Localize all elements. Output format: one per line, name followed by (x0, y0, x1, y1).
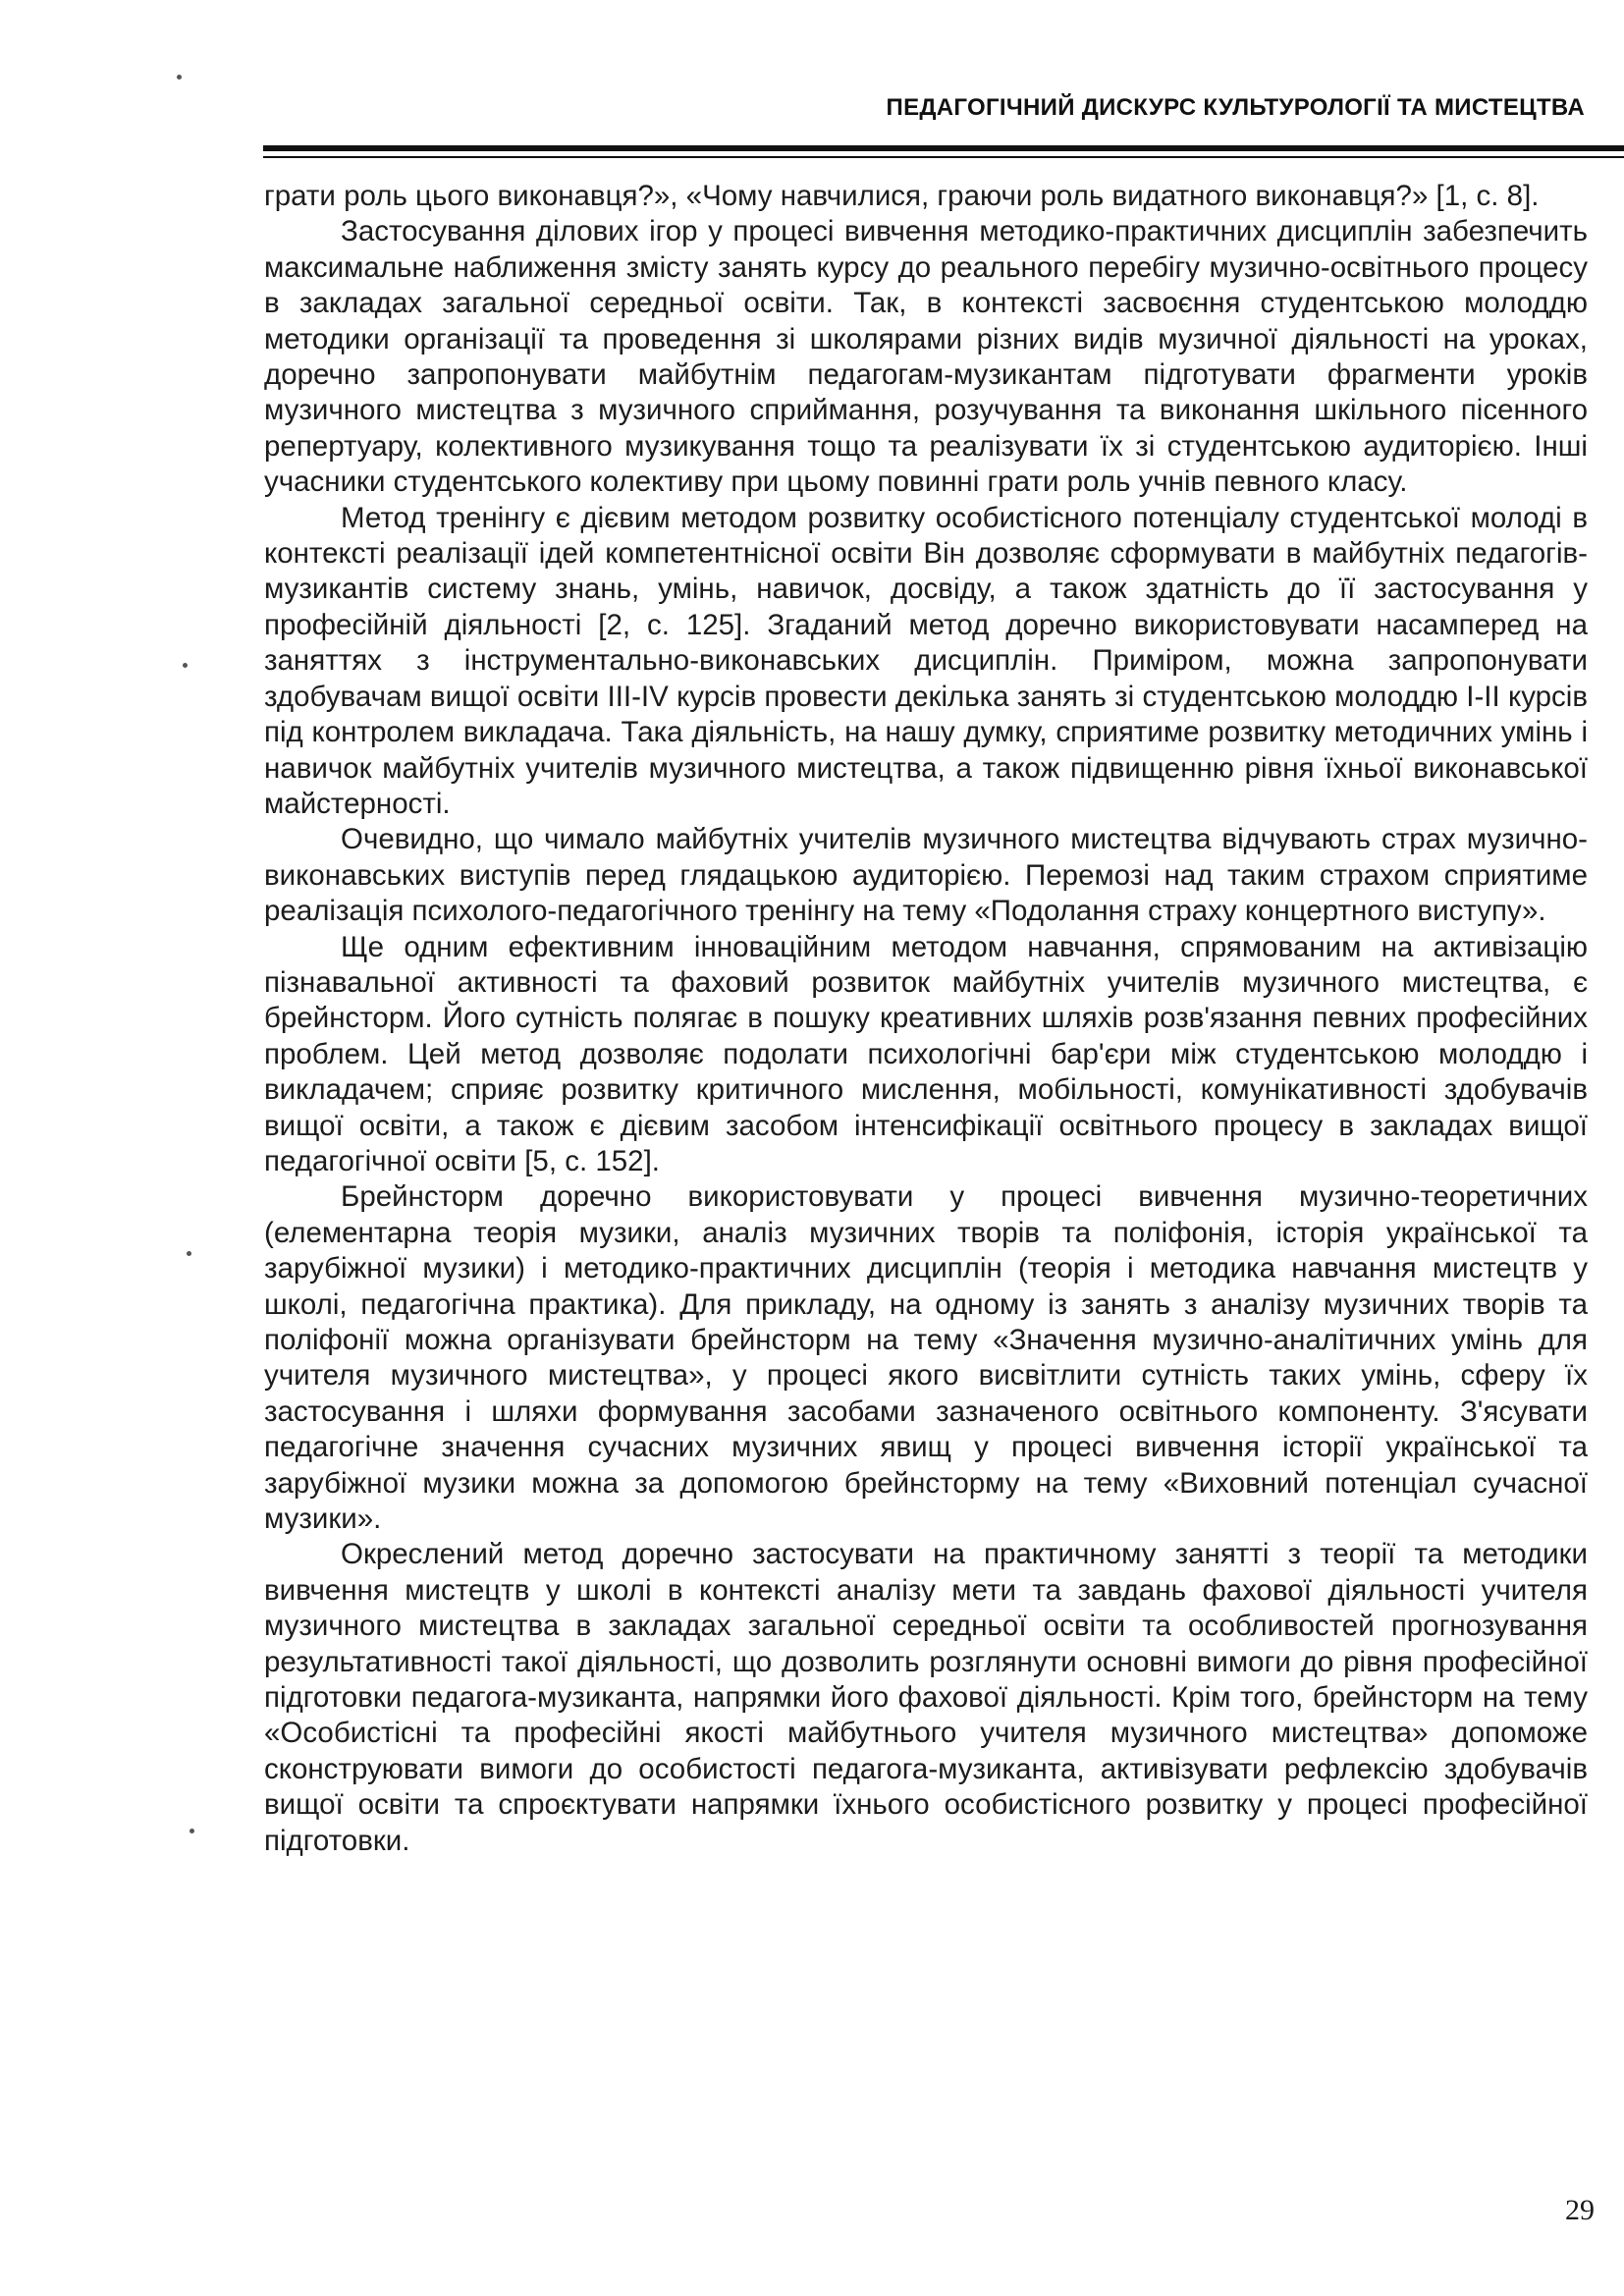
paragraph-brainstorm-practice: Окреслений метод доречно застосувати на практичному занятті з теорії та методики вивчення мистецтв у школі в контексті аналізу мети та завдань фахової діяльності учителя музичного мистецтва в закладах загальної середньої освіти та особливостей прогнозування результативності такої діяльності, що дозволить розглянути основні вимоги до рівня професійної підготовки педагога-музиканта, напрямки його фахової діяльності. Крім того, брейнсторм на тему «Особистісні та професійні якості майбутнього учителя музичного мистецтва» допоможе сконструювати вимоги до особистості педагога-музиканта, активізувати рефлексію здобувачів вищої освіти та спроєктувати напрямки їхнього особистісного розвитку у процесі професійної підготовки. (264, 1538, 1588, 1857)
scan-dot (177, 75, 182, 80)
paragraph-training-method: Метод тренінгу є дієвим методом розвитку особистісного потенціалу студентської молоді в контексті реалізації ідей компетентнісної освіти Він дозволяє сформувати в майбутніх педагогів-музикантів систему знань, умінь, навичок, досвіду, а також здатність до її застосування у професійній діяльності [2, с. 125]. Згаданий метод доречно використовувати насамперед на заняттях з інструментально-виконавських дисциплін. Приміром, можна запропонувати здобувачам вищої освіти III-IV курсів провести декілька занять зі студентською молоддю I-II курсів під контролем викладача. Така діяльність, на нашу думку, сприятиме розвитку методичних умінь і навичок майбутніх учителів музичного мистецтва, а також підвищенню рівня їхньої виконавської майстерності. (264, 501, 1588, 820)
scan-dot (183, 663, 188, 668)
paragraph-brainstorm: Ще одним ефективним інноваційним методом навчання, спрямованим на активізацію пізнавальної активності та фаховий розвиток майбутніх учителів музичного мистецтва, є брейнсторм. Його сутність полягає в пошуку креативних шляхів розв'язання певних професійних проблем. Цей метод дозволяє подолати психологічні бар'єри між студентською молоддю і викладачем; сприяє розвитку критичного мислення, мобільності, комунікативності здобувачів вищої освіти, а також є дієвим засобом інтенсифікації освітнього процесу в закладах вищої педагогічної освіти [5, с. 152]. (264, 930, 1588, 1177)
paragraph-brainstorm-usage: Брейнсторм доречно використовувати у процесі вивчення музично-теоретичних (елементарна теорія музики, аналіз музичних творів та поліфонія, історія української та зарубіжної музики) і методико-практичних дисциплін (теорія і методика навчання мистецтв у школі, педагогічна практика). Для прикладу, на одному із занять з аналізу музичних творів та поліфонії можна організувати брейнсторм на тему «Значення музично-аналітичних умінь для учителя музичного мистецтва», у процесі якого висвітлити сутність таких умінь, сферу їх застосування і шляхи формування засобами зазначеного освітнього компоненту. З'ясувати педагогічне значення сучасних музичних явищ у процесі вивчення історії української та зарубіжної музики можна за допомогою брейнсторму на тему «Виховний потенціал сучасної музики». (264, 1180, 1588, 1536)
page-number: 29 (1565, 2194, 1595, 2226)
scan-dot (187, 1251, 191, 1256)
paragraph-business-games: Застосування ділових ігор у процесі вивчення методико-практичних дисциплін забезпечить максимальне наближення змісту занять курсу до реального перебігу музично-освітнього процесу в закладах загальної середньої освіти. Так, в контексті засвоєння студентською молоддю методики організації та проведення зі школярами різних видів музичної діяльності на уроках, доречно запропонувати майбутнім педагогам-музикантам підготувати фрагменти уроків музичного мистецтва з музичного сприймання, розучування та виконання шкільного пісенного репертуару, колективного музикування тощо та реалізувати їх зі студентською аудиторією. Інші учасники студентського колективу при цьому повинні грати роль учнів певного класу. (264, 215, 1588, 499)
paragraph-continuation: грати роль цього виконавця?», «Чому навчилися, граючи роль видатного виконавця?» [1, с. 8]. (264, 180, 1540, 212)
header-rule-thin (263, 156, 1624, 158)
scan-dot (189, 1829, 194, 1833)
article-body (264, 179, 1588, 1859)
journal-section-title: ПЕДАГОГІЧНИЙ ДИСКУРС КУЛЬТУРОЛОГІЇ ТА МИСТЕЦТВА (886, 94, 1585, 121)
paragraph-stage-fright: Очевидно, що чимало майбутніх учителів музичного мистецтва відчувають страх музично-виконавських виступів перед глядацькою аудиторією. Перемозі над таким страхом сприятиме реалізація психолого-педагогічного тренінгу на тему «Подолання страху концертного виступу». (264, 823, 1588, 928)
header-rule-thick (263, 145, 1624, 151)
